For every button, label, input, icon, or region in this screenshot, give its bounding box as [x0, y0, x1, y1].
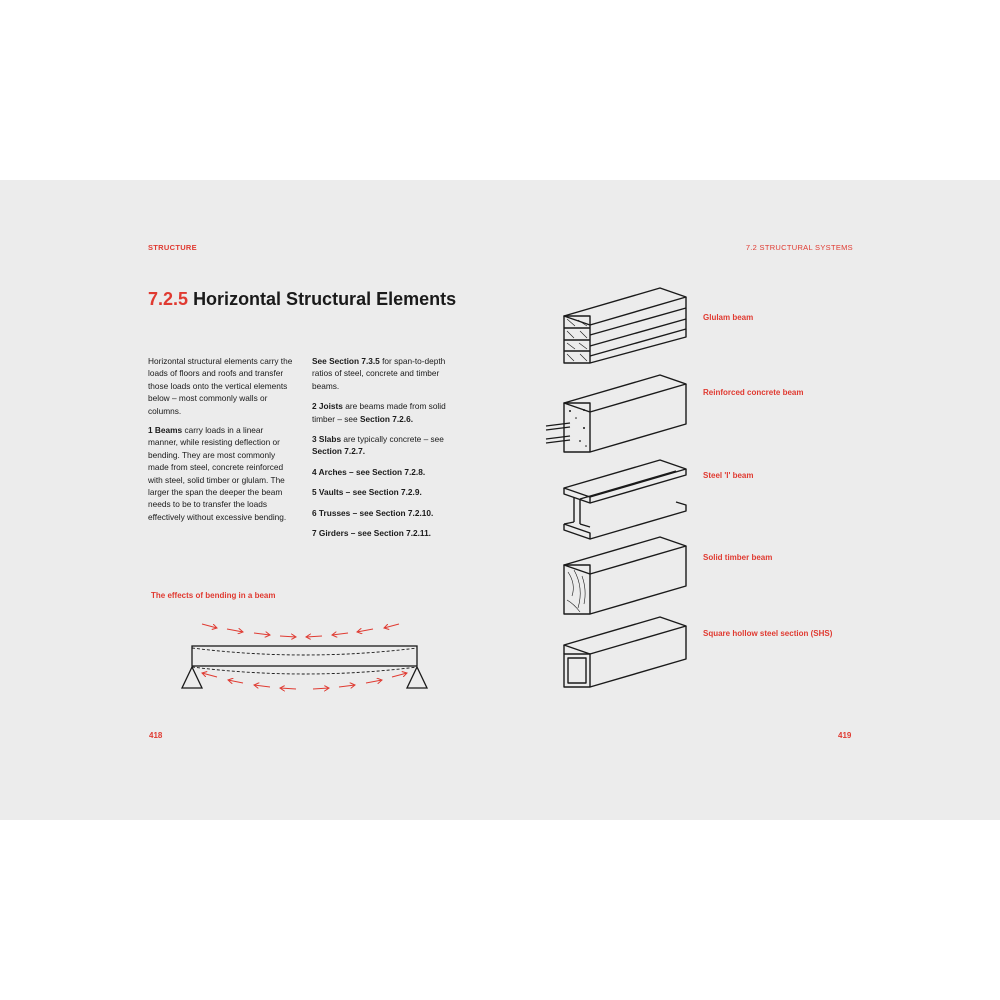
slabs-ref: Section 7.2.7.	[312, 446, 366, 457]
vaults-item: 5 Vaults – see Section 7.2.9.	[312, 487, 422, 498]
girders-item: 7 Girders – see Section 7.2.11.	[312, 528, 431, 539]
beam-outline	[192, 646, 417, 674]
square-hollow-steel-section-illustration	[560, 612, 690, 690]
page-number-right: 419	[838, 731, 852, 740]
section-number: 7.2.5	[148, 289, 189, 309]
running-header-right: 7.2 STRUCTURAL SYSTEMS	[745, 243, 853, 252]
label-glulam-beam: Glulam beam	[703, 313, 754, 322]
left-text-column	[148, 355, 293, 530]
section-title-text: Horizontal Structural Elements	[193, 289, 457, 309]
beams-text: carry loads in a linear manner, while resisting deflection or bending. They are most commonly made from steel, concrete reinforced with steel, solid timber or glulam. The larger the span the deeper the beam needs to be to transfer the loads effectively without excessive bending.	[148, 425, 287, 522]
label-solid-timber-beam: Solid timber beam	[703, 553, 773, 562]
joists-text: are beams made from solid timber – see	[312, 401, 446, 424]
page-number-left: 418	[149, 731, 163, 740]
section-title	[148, 289, 456, 310]
beams-lead: 1 Beams	[148, 425, 183, 436]
solid-timber-beam-illustration	[560, 530, 690, 616]
label-steel-i-beam: Steel 'I' beam	[703, 471, 754, 480]
figure-caption: The effects of bending in a beam	[151, 591, 276, 600]
joists-ref: Section 7.2.6.	[359, 413, 413, 424]
slabs-paragraph	[312, 433, 457, 458]
tension-arrows	[202, 673, 407, 689]
reinforced-concrete-beam-illustration	[540, 366, 690, 456]
steel-i-beam-illustration	[560, 450, 690, 542]
left-support	[182, 667, 202, 688]
arches-item: 4 Arches – see Section 7.2.8.	[312, 466, 426, 477]
compression-arrows	[202, 624, 399, 637]
intro-paragraph: Horizontal structural elements carry the loads of floors and roofs and transfer those loads onto the vertical elements below – most commonly walls or columns.	[148, 356, 293, 416]
see-section-text: for span-to-depth ratios of steel, concrete and timber beams.	[312, 356, 446, 391]
label-reinforced-concrete-beam: Reinforced concrete beam	[703, 388, 804, 397]
see-section-paragraph	[312, 355, 457, 392]
running-header-left: STRUCTURE	[148, 243, 197, 252]
bending-beam-diagram	[170, 615, 440, 700]
trusses-item: 6 Trusses – see Section 7.2.10.	[312, 507, 434, 518]
right-text-column	[312, 355, 457, 547]
joists-lead: 2 Joists	[312, 401, 343, 412]
beams-paragraph	[148, 424, 293, 523]
see-section-lead: See Section 7.3.5	[312, 356, 380, 366]
slabs-text: are typically concrete – see	[341, 434, 444, 445]
slabs-lead: 3 Slabs	[312, 434, 342, 445]
glulam-beam-illustration	[560, 283, 690, 365]
joists-paragraph	[312, 400, 457, 425]
label-square-hollow-steel-section: Square hollow steel section (SHS)	[703, 629, 833, 638]
right-support	[407, 667, 427, 688]
